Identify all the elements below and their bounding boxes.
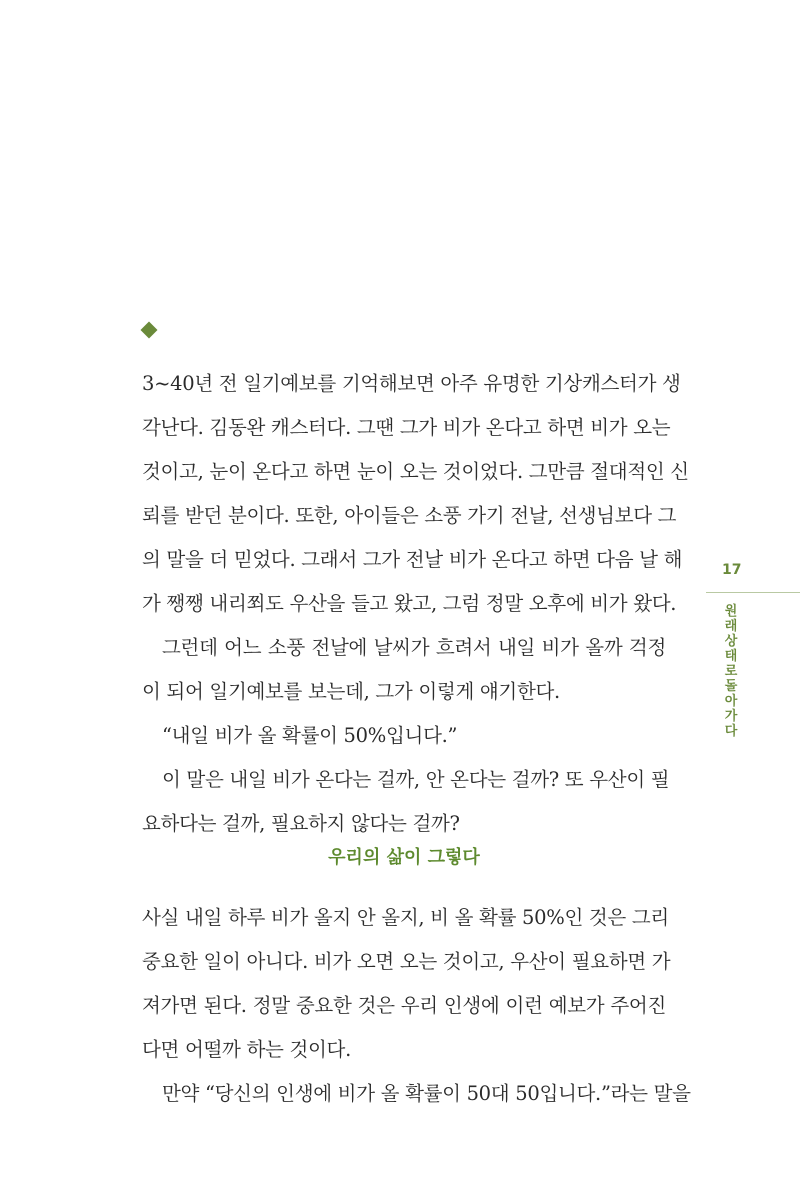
text-line: 중요한 일이 아니다. 비가 오면 오는 것이고, 우산이 필요하면 가 xyxy=(142,950,671,973)
text-line: 뢰를 받던 분이다. 또한, 아이들은 소풍 가기 전날, 선생님보다 그 xyxy=(142,504,677,527)
text-line: 것이고, 눈이 온다고 하면 눈이 오는 것이었다. 그만큼 절대적인 신 xyxy=(142,460,689,483)
text-line: 이 말은 내일 비가 온다는 걸까, 안 온다는 걸까? 또 우산이 필 xyxy=(162,768,670,791)
side-divider xyxy=(706,592,800,593)
text-line: 이 되어 일기예보를 보는데, 그가 이렇게 얘기한다. xyxy=(142,680,560,703)
text-line: 요하다는 걸까, 필요하지 않다는 걸까? xyxy=(142,812,460,835)
text-line: 져가면 된다. 정말 중요한 것은 우리 인생에 이런 예보가 주어진 xyxy=(142,994,666,1017)
text-line: 의 말을 더 믿었다. 그래서 그가 전날 비가 온다고 하면 다음 날 해 xyxy=(142,548,683,571)
body-text-section-2 xyxy=(142,896,691,1116)
body-text-section-1 xyxy=(142,362,689,846)
text-line: 각난다. 김동완 캐스터다. 그땐 그가 비가 온다고 하면 비가 오는 xyxy=(142,416,671,439)
text-line: 그런데 어느 소풍 전날에 날씨가 흐려서 내일 비가 올까 걱정 xyxy=(162,636,666,659)
text-line: 가 쨍쨍 내리쬐도 우산을 들고 왔고, 그럼 정말 오후에 비가 왔다. xyxy=(142,592,677,615)
section-heading: 우리의 삶이 그렇다 xyxy=(328,847,480,868)
text-line: 만약 “당신의 인생에 비가 올 확률이 50대 50입니다.”라는 말을 xyxy=(162,1082,691,1105)
text-line: “내일 비가 올 확률이 50%입니다.” xyxy=(162,724,458,747)
text-line: 3~40년 전 일기예보를 기억해보면 아주 유명한 기상캐스터가 생 xyxy=(142,372,681,395)
running-chapter-title: 원래 상태로 돌아가다 xyxy=(724,604,738,739)
page-number: 17 xyxy=(722,562,742,578)
text-line: 사실 내일 하루 비가 올지 안 올지, 비 올 확률 50%인 것은 그리 xyxy=(142,906,669,929)
section-marker-diamond xyxy=(141,322,158,339)
text-line: 다면 어떨까 하는 것이다. xyxy=(142,1038,351,1061)
